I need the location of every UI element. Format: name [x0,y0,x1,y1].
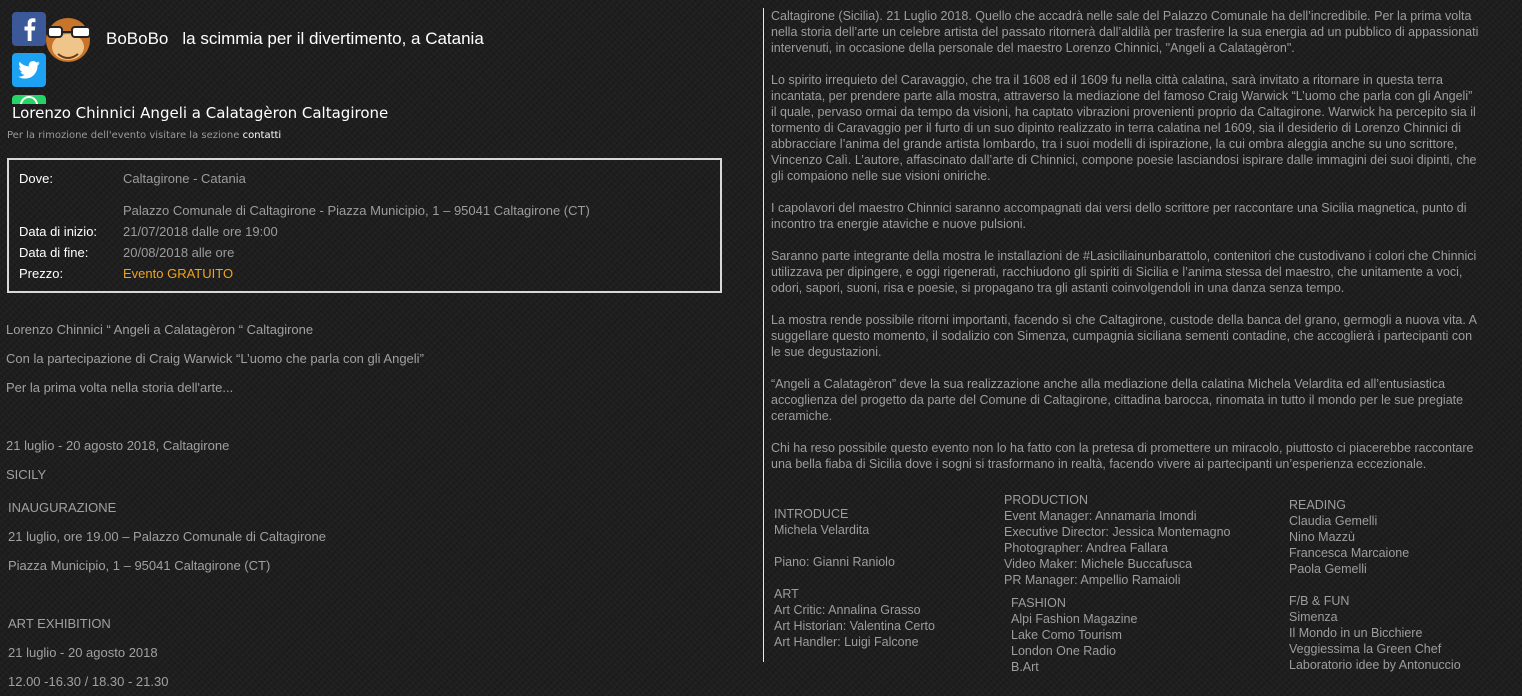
credits-reading [1289,497,1409,577]
credits-heading: ART [774,587,799,601]
credits-heading: READING [1289,498,1346,512]
end-label: Data di fine: [19,245,89,260]
where-value: Caltagirone - Catania [123,171,246,186]
removal-note [7,130,281,141]
article-paragraph-7: Chi ha reso possibile questo evento non lo ha fatto con la pretesa di promettere un miracolo, piuttosto ci piacerebbe raccontare una bella fiaba di Sicilia dove i sogni si trasformano in realtà, facendo vivere ai partecipanti un’esperienza eccezionale. [771,441,1474,471]
credit-item: London One Radio [1011,644,1116,658]
credit-item: Nino Mazzù [1289,530,1355,544]
credit-item: Simenza [1289,610,1338,624]
credit-item: Francesca Marcaione [1289,546,1410,560]
facebook-share-button[interactable] [12,12,46,46]
event-dates: 21 luglio - 20 agosto 2018, Caltagirone [6,438,230,453]
credits-introduce [774,506,895,570]
start-label: Data di inizio: [19,224,98,239]
credits-production [1004,492,1238,588]
credit-item: Video Maker: Michele Buccafusca [1004,557,1193,571]
credit-item: Il Mondo in un Bicchiere [1289,626,1423,640]
inauguration-heading: INAUGURAZIONE [8,500,117,515]
start-row [19,224,278,239]
credits-heading: FASHION [1011,596,1066,610]
article-paragraph-2: Lo spirito irrequieto del Caravaggio, che tra il 1608 ed il 1609 fu nella città calatina, sarà invitato a ritornare in questa terra incantata, per prendere parte alla mostra, attraverso la mediazione del famoso Craig Warwick “L’uomo che parla con gli Angeli” il quale, pervaso ormai da tempo da visioni, ha captato vibrazioni provenienti proprio da Caltagirone. Warwick ha percepito sia il tormento di Caravaggio per il furto di un suo dipinto realizzato in terra calatina nel 1609, sia il desiderio di Lorenzo Chinnici di abbracciare l’anima del grande artista lombardo, tra i suoi modelli di ispirazione, la cui ombra aleggia anche su uno scrittore, Vincenzo Calì. L’autore, affascinato dall’arte di Chinnici, compone poesie lasciandosi ispirare dalle immagini dei suoi dipinti, che gli compaiono nelle sue visioni oniriche. [771,73,1477,183]
price-value: Evento GRATUITO [123,266,234,281]
address-value: Palazzo Comunale di Caltagirone - Piazza Municipio, 1 – 95041 Caltagirone (CT) [123,203,590,218]
credit-item: Alpi Fashion Magazine [1011,612,1138,626]
credit-item: Paola Gemelli [1289,562,1367,576]
credits-fbfun [1289,593,1461,673]
end-row [19,245,234,260]
end-value: 20/08/2018 alle ore [123,245,235,260]
credit-item: Veggiessima la Green Chef [1289,642,1442,656]
credit-item: Photographer: Andrea Fallara [1004,541,1168,555]
credit-item: Piano: Gianni Raniolo [774,555,895,569]
intro-line-2: Con la partecipazione di Craig Warwick “L’uomo che parla con gli Angeli” [6,351,424,366]
credit-item: Laboratorio idee by Antonuccio [1289,658,1461,672]
credits-heading: PRODUCTION [1004,493,1089,507]
credit-item [774,538,895,554]
article-paragraph-1: Caltagirone (Sicilia). 21 Luglio 2018. Quello che accadrà nelle sale del Palazzo Comunale ha dell’incredibile. Per la prima volta nella storia dell’arte un celebre artista del passato ritornerà dall’aldilà per trasferire la sua energia ad un pubblico di appassionati intervenuti, in occasione della personale del maestro Lorenzo Chinnici, "Angeli a Calatagèron". [771,9,1479,55]
article-paragraph-3: I capolavori del maestro Chinnici saranno accompagnati dai versi dello scrittore per raccontare una Sicilia magnetica, punto di incontro tra energie ataviche e nuove pulsioni. [771,201,1467,231]
credits-fashion [1011,595,1137,675]
start-value: 21/07/2018 dalle ore 19:00 [123,224,278,239]
address-row [19,203,590,218]
exhibition-dates: 21 luglio - 20 agosto 2018 [8,645,158,660]
whatsapp-icon [18,95,40,104]
article-paragraph-4: Saranno parte integrante della mostra le installazioni de #Lasiciliainunbarattolo, contenitori che custodivano i colori che Chinnici utilizzava per dipingere, e oggi rigenerati, racchiudono gli spiriti di Sicilia e l’anima stessa del maestro, che unitamente a voci, odori, sapori, suoni, risa e poesie, si propagano tra gli astanti coinvolgendoli in una danza senza tempo. [771,249,1477,295]
credit-item: Michela Velardita [774,523,870,537]
credit-item: Lake Como Tourism [1011,628,1122,642]
twitter-share-button[interactable] [12,53,46,87]
credit-item: Art Critic: Annalina Grasso [774,603,921,617]
credit-item: Event Manager: Annamaria Imondi [1004,509,1197,523]
twitter-icon [18,61,40,79]
exhibition-heading: ART EXHIBITION [8,616,111,631]
credit-item: Executive Director: Jessica Montemagno [1004,525,1231,539]
credit-item: Claudia Gemelli [1289,514,1378,528]
event-title: Lorenzo Chinnici Angeli a Calatagèron Caltagirone [12,104,389,122]
bobobo-logo[interactable] [44,0,92,72]
credit-item: Art Historian: Valentina Certo [774,619,935,633]
event-info-box [7,158,722,293]
article-paragraph-6: “Angeli a Calatagèron” deve la sua realizzazione anche alla mediazione della calatina Michela Velardita ed all’entusiastica accoglienza del progetto da parte del Comune di Caltagirone, cittadina barocca, rinomata in tutto il mondo per le sue pregiate ceramiche. [771,377,1464,423]
whatsapp-share-button[interactable] [12,95,46,104]
credit-item: Art Handler: Luigi Falcone [774,635,919,649]
article-paragraph-5: La mostra rende possibile ritorni importanti, facendo sì che Caltagirone, custode della banca del grano, germogli a nuova vita. A suggellare questo momento, il sodalizio con Simenza, cumpagnia siciliana sementi contadine, che accoglierà i partecipanti con le sue degustazioni. [771,313,1477,359]
site-brand[interactable] [106,29,484,49]
where-row [19,171,246,186]
where-label: Dove: [19,171,53,186]
price-row [19,266,233,281]
inauguration-where: Piazza Municipio, 1 – 95041 Caltagirone (CT) [8,558,271,573]
credits-art [774,586,935,650]
brand-tagline: la scimmia per il divertimento, a Catania [182,29,484,48]
event-region: SICILY [6,467,47,482]
intro-line-3: Per la prima volta nella storia dell'arte... [6,380,234,395]
credits-heading: INTRODUCE [774,507,849,521]
credits-heading: F/B & FUN [1289,594,1350,608]
credit-item: PR Manager: Ampellio Ramaioli [1004,573,1181,587]
contatti-link[interactable]: contatti [242,130,282,141]
column-divider [763,8,764,662]
credit-item: B.Art [1011,660,1039,674]
intro-line-1: Lorenzo Chinnici “ Angeli a Calatagèron “ Caltagirone [6,322,314,337]
facebook-icon [21,17,37,41]
brand-name: BoBoBo [106,29,169,48]
exhibition-hours: 12.00 -16.30 / 18.30 - 21.30 [8,674,169,689]
price-label: Prezzo: [19,266,64,281]
inauguration-when: 21 luglio, ore 19.00 – Palazzo Comunale di Caltagirone [8,529,326,544]
removal-text: Per la rimozione dell'evento visitare la sezione [7,130,240,141]
